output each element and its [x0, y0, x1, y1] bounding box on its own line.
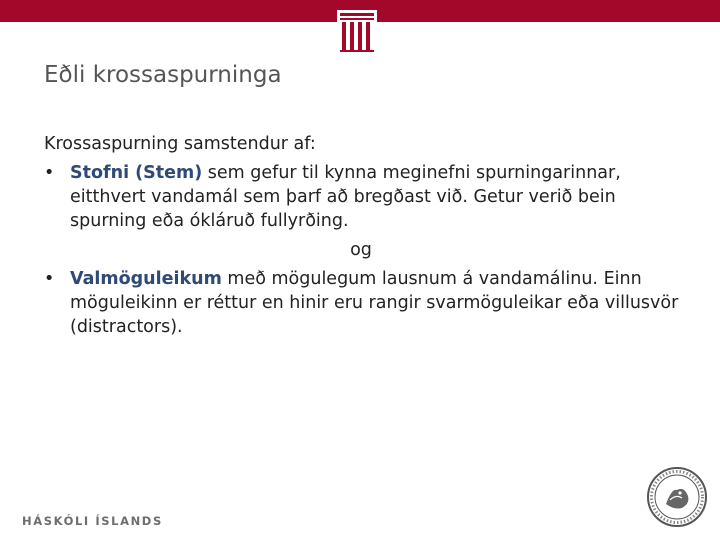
intro-text: Krossaspurning samstendur af:: [44, 134, 316, 154]
bullet-text: með mögulegum lausnum á vandamálinu. Einn möguleikinn er réttur en hinir eru rangir svarmöguleikar eða villusvör (distractors).: [70, 269, 679, 337]
bullet-item-options: [44, 267, 694, 339]
bullet-marker: •: [44, 163, 55, 183]
bullet-text: sem gefur til kynna meginefni spurningarinnar, eitthvert vandamál sem þarf að bregðast við. Getur verið bein spurning eða ókláruð fullyrðing.: [70, 163, 621, 231]
university-seal-icon: [646, 466, 708, 528]
university-building-logo-icon: [337, 10, 377, 54]
bullet-term: Stofni (Stem): [70, 163, 203, 183]
bullet-marker: •: [44, 269, 55, 289]
university-wordmark: HÁSKÓLI ÍSLANDS: [22, 514, 163, 528]
slide-body: [44, 132, 694, 339]
bullet-term: Valmöguleikum: [70, 269, 222, 289]
slide-title: Eðli krossaspurninga: [44, 62, 282, 88]
connector-text: og: [350, 240, 372, 260]
bullet-item-stem: [44, 161, 694, 233]
